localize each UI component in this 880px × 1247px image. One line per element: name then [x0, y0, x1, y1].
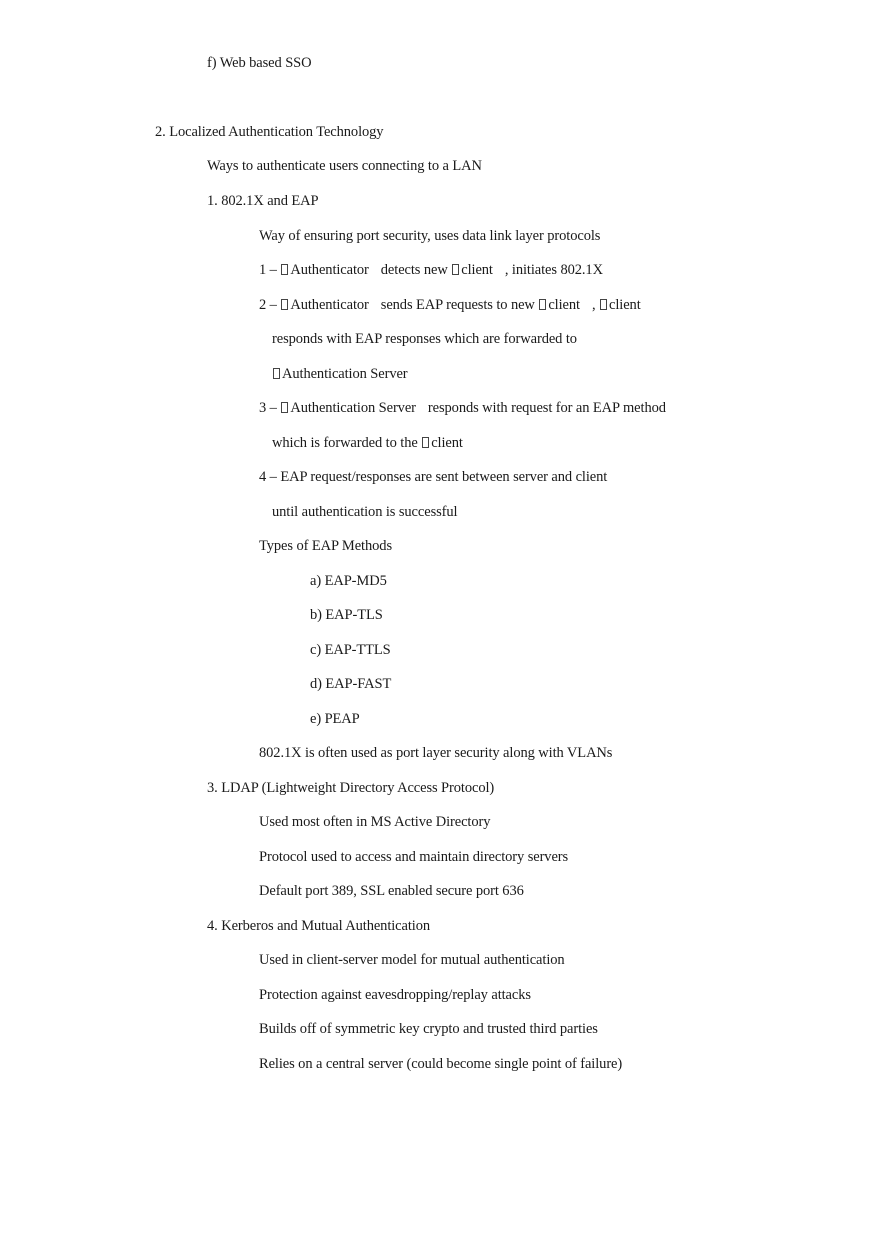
step-2-separator: ,: [591, 297, 600, 313]
step-1-mid: detects new: [380, 262, 452, 278]
step-2-continuation: responds with EAP responses which are forwarded to: [272, 331, 577, 347]
list-item: Relies on a central server (could become single point of failure): [259, 1056, 623, 1072]
step-2-server: Authentication Server: [282, 366, 408, 382]
missing-glyph-icon: [281, 402, 288, 413]
subsection-heading-802-1x: 1. 802.1X and EAP: [207, 193, 319, 209]
list-item: Used in client-server model for mutual authentication: [259, 952, 565, 968]
step-4-continuation: until authentication is successful: [272, 504, 458, 520]
methods-heading: Types of EAP Methods: [259, 538, 392, 554]
step-3-cont-target: client: [431, 435, 463, 451]
section-intro: Ways to authenticate users connecting to a LAN: [207, 158, 482, 174]
section-heading: 2. Localized Authentication Technology: [155, 124, 384, 140]
missing-glyph-icon: [539, 299, 546, 310]
step-2-prefix: 2 –: [259, 297, 281, 313]
step-4: 4 – EAP request/responses are sent between server and client: [259, 469, 608, 485]
step-3-cont-text: which is forwarded to the: [272, 435, 422, 451]
list-item: Default port 389, SSL enabled secure port 636: [259, 883, 524, 899]
step-1-target: client: [461, 262, 493, 278]
step-3-continuation: [272, 434, 463, 452]
missing-glyph-icon: [422, 437, 429, 448]
vlan-note: 802.1X is often used as port layer security along with VLANs: [259, 745, 613, 761]
step-2-target: client: [548, 297, 580, 313]
step-2-mid: sends EAP requests to new: [380, 297, 539, 313]
list-item: Used most often in MS Active Directory: [259, 814, 491, 830]
step-3-prefix: 3 –: [259, 400, 281, 416]
step-3-actor: Authentication Server: [290, 400, 416, 416]
list-item: e) PEAP: [310, 711, 360, 727]
step-3: [259, 399, 666, 417]
missing-glyph-icon: [273, 368, 280, 379]
subsection-heading-kerberos: 4. Kerberos and Mutual Authentication: [207, 918, 431, 934]
list-item: Protocol used to access and maintain directory servers: [259, 849, 569, 865]
missing-glyph-icon: [452, 264, 459, 275]
list-item: a) EAP-MD5: [310, 573, 387, 589]
missing-glyph-icon: [281, 264, 288, 275]
step-2-actor: Authenticator: [290, 297, 369, 313]
list-item-web-sso: f) Web based SSO: [207, 55, 312, 71]
step-3-mid: responds with request for an EAP method: [427, 400, 666, 416]
step-1-rest: , initiates 802.1X: [504, 262, 603, 278]
step-1-prefix: 1 –: [259, 262, 281, 278]
missing-glyph-icon: [281, 299, 288, 310]
list-item: d) EAP-FAST: [310, 676, 392, 692]
missing-glyph-icon: [600, 299, 607, 310]
subsection-heading-ldap: 3. LDAP (Lightweight Directory Access Protocol): [207, 780, 495, 796]
step-2-target-2: client: [609, 297, 641, 313]
step-1: [259, 261, 603, 279]
subsection-description: Way of ensuring port security, uses data link layer protocols: [259, 228, 601, 244]
list-item: Protection against eavesdropping/replay attacks: [259, 987, 531, 1003]
list-item: b) EAP-TLS: [310, 607, 383, 623]
step-1-actor: Authenticator: [290, 262, 369, 278]
step-2-continuation-2: [272, 365, 408, 383]
step-2: [259, 296, 641, 314]
list-item: Builds off of symmetric key crypto and trusted third parties: [259, 1021, 598, 1037]
list-item: c) EAP-TTLS: [310, 642, 391, 658]
